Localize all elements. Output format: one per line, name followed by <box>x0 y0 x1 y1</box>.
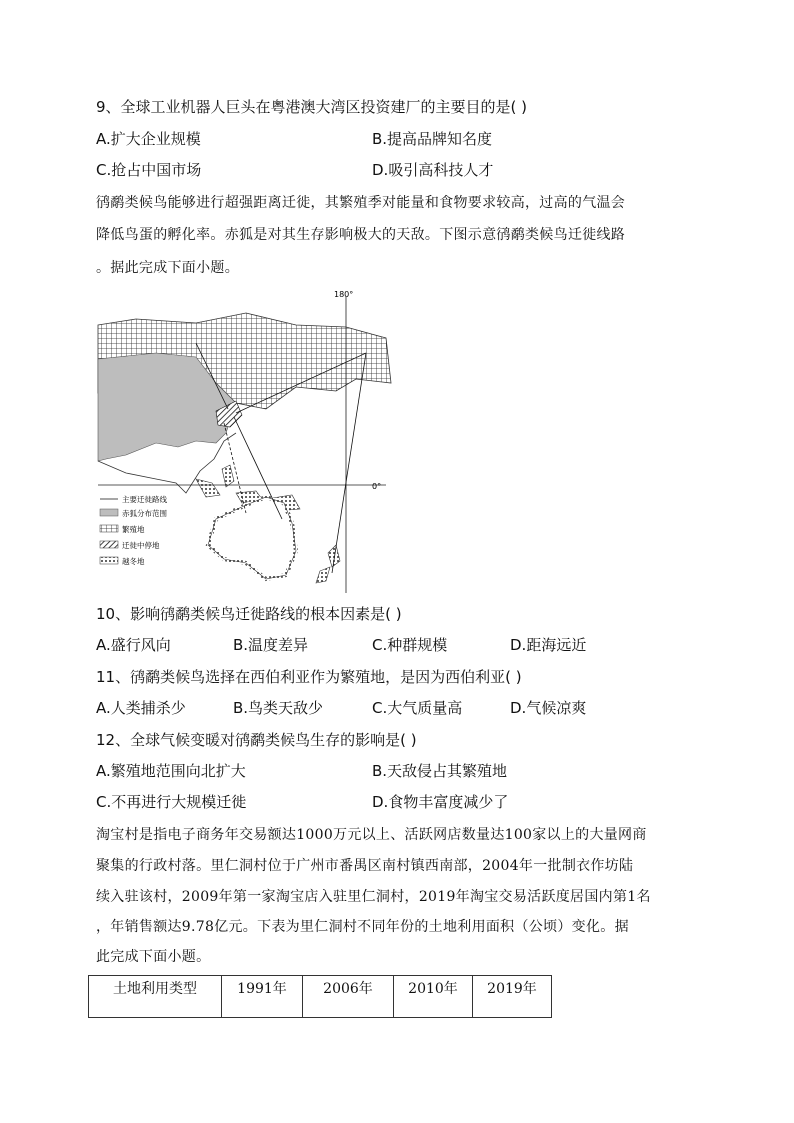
q11-option-d: D.气候凉爽 <box>510 699 587 717</box>
q11-option-b: B.鸟类天敌少 <box>233 699 324 717</box>
passage1-line-2: 降低鸟蛋的孵化率。赤狐是对其生存影响极大的天敌。下图示意鸻鹬类候鸟迁徙线路 <box>96 227 626 243</box>
passage2-line-4: ，年销售额达9.78亿元。下表为里仁洞村不同年份的土地利用面积（公顷）变化。据 <box>96 919 629 935</box>
q12-option-c: C.不再进行大规模迁徙 <box>96 793 247 811</box>
legend-wintering: 越冬地 <box>122 557 145 566</box>
q10-option-a: A.盛行风向 <box>96 636 171 654</box>
table-header-cell: 土地利用类型 <box>89 976 222 1018</box>
table-header-cell: 2010年 <box>394 976 473 1018</box>
question-12-stem: 12、全球气候变暖对鸻鹬类候鸟生存的影响是( ) <box>96 731 417 749</box>
question-10-stem: 10、影响鸻鹬类候鸟迁徙路线的根本因素是( ) <box>96 605 402 623</box>
legend-breeding: 繁殖地 <box>122 525 145 534</box>
table-header-cell: 1991年 <box>222 976 303 1018</box>
legend-stopover: 迁徙中停地 <box>122 541 160 550</box>
q12-option-b: B.天敌侵占其繁殖地 <box>372 762 508 780</box>
table-header-cell: 2019年 <box>473 976 552 1018</box>
question-11-stem: 11、鸻鹬类候鸟选择在西伯利亚作为繁殖地，是因为西伯利亚( ) <box>96 668 522 686</box>
q12-option-a: A.繁殖地范围向北扩大 <box>96 762 246 780</box>
passage2-line-5: 此完成下面小题。 <box>96 949 211 965</box>
q10-option-d: D.距海远近 <box>510 636 587 654</box>
q12-option-d: D.食物丰富度减少了 <box>372 793 509 811</box>
legend-fox: 赤狐分布范围 <box>122 509 167 518</box>
label-equator: 0° <box>372 482 382 491</box>
q10-option-c: C.种群规模 <box>372 636 448 654</box>
passage2-line-1: 淘宝村是指电子商务年交易额达1000万元以上、活跃网店数量达100家以上的大量网商 <box>96 827 647 843</box>
q9-option-b: B.提高品牌知名度 <box>372 130 493 148</box>
label-180: 180° <box>334 290 354 299</box>
table-header-row <box>89 976 552 1018</box>
passage1-line-1: 鸻鹬类候鸟能够进行超强距离迁徙，其繁殖季对能量和食物要求较高，过高的气温会 <box>96 195 626 211</box>
migration-route-map <box>96 283 396 593</box>
q11-option-a: A.人类捕杀少 <box>96 699 186 717</box>
wintering-area-shape <box>208 497 296 579</box>
table-header-cell: 2006年 <box>303 976 394 1018</box>
land-use-table <box>88 975 552 1018</box>
passage2-line-3: 续入驻该村，2009年第一家淘宝店入驻里仁洞村，2019年淘宝交易活跃度居国内第1名 <box>96 889 651 905</box>
passage2-line-2: 聚集的行政村落。里仁洞村位于广州市番禺区南村镇西南部，2004年一批制衣作坊陆 <box>96 858 634 874</box>
question-9-stem: 9、全球工业机器人巨头在粤港澳大湾区投资建厂的主要目的是( ) <box>96 98 528 116</box>
q11-option-c: C.大气质量高 <box>372 699 463 717</box>
q9-option-a: A.扩大企业规模 <box>96 130 201 148</box>
q10-option-b: B.温度差异 <box>233 636 309 654</box>
map-legend <box>100 494 167 566</box>
legend-route: 主要迁徙路线 <box>122 495 167 504</box>
q9-option-d: D.吸引高科技人才 <box>372 161 494 179</box>
passage1-line-3: 。据此完成下面小题。 <box>96 260 239 276</box>
q9-option-c: C.抢占中国市场 <box>96 161 202 179</box>
